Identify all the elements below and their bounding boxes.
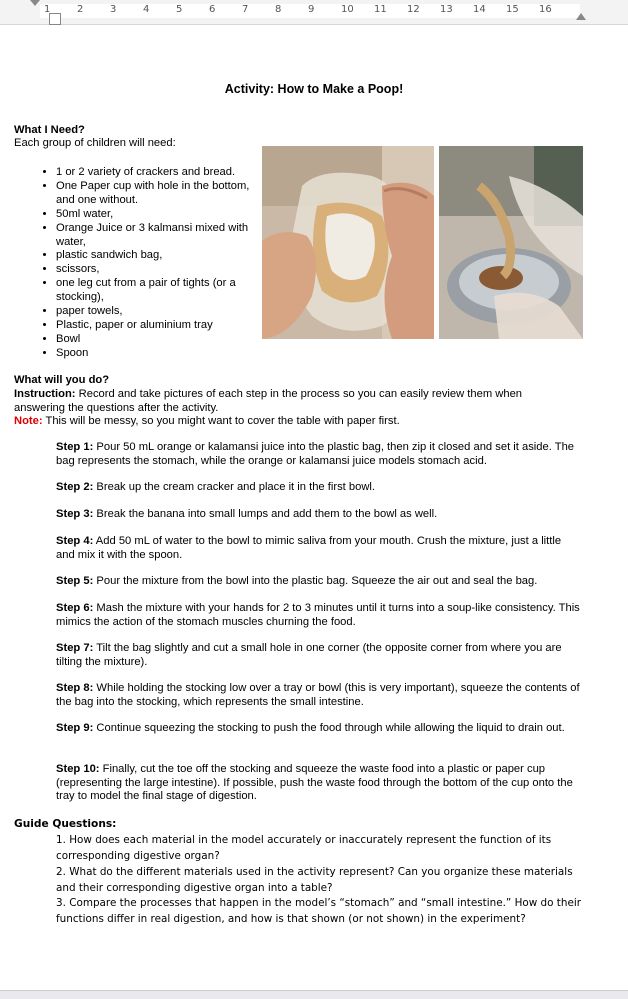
ruler-tick: 1 — [44, 4, 51, 15]
step-text: Break up the cream cracker and place it in the first bowl. — [93, 481, 375, 493]
step-label: Step 7: — [56, 642, 94, 654]
instruction-paragraph — [14, 388, 574, 415]
horizontal-ruler[interactable] — [0, 0, 628, 25]
note-text: This will be messy, so you might want to cover the table with paper first. — [42, 415, 400, 427]
step-2 — [56, 481, 582, 495]
step-label: Step 2: — [56, 481, 94, 493]
step-label: Step 9: — [56, 722, 94, 734]
ruler-tick: 5 — [176, 4, 183, 15]
step-5 — [56, 575, 582, 589]
step-label: Step 10: — [56, 763, 100, 775]
instruction-label: Instruction: — [14, 388, 76, 400]
list-item: • 1 or 2 variety of crackers and bread. — [56, 166, 256, 180]
step-4 — [56, 535, 582, 562]
ruler-tick: 6 — [209, 4, 216, 15]
guide-heading: Guide Questions: — [14, 818, 117, 830]
step-label: Step 6: — [56, 602, 94, 614]
step-9 — [56, 722, 582, 736]
document-page[interactable] — [0, 25, 628, 990]
ruler-tick: 15 — [506, 4, 519, 15]
ruler-tick: 14 — [473, 4, 486, 15]
step-label: Step 1: — [56, 441, 94, 453]
ruler-tick: 10 — [341, 4, 354, 15]
question-1: 1. How does each material in the model accurately or inaccurately represent the function of its corresponding digestive organ? — [56, 834, 552, 862]
need-intro: Each group of children will need: — [14, 137, 176, 149]
step-text: While holding the stocking low over a tray or bowl (this is very important), squeeze the contents of the bag into the stocking, which represents the small intestine. — [56, 682, 580, 708]
right-indent-marker[interactable] — [576, 13, 586, 20]
ruler-tick: 13 — [440, 4, 453, 15]
note-paragraph — [14, 415, 574, 429]
list-item: • paper towels, — [56, 305, 256, 319]
step-7 — [56, 642, 582, 669]
step-text: Add 50 mL of water to the bowl to mimic saliva from your mouth. Crush the mixture, just a little and mix it with the spoon. — [56, 535, 562, 561]
ruler-tick: 16 — [539, 4, 552, 15]
list-item: • Plastic, paper or aluminium tray — [56, 319, 256, 333]
step-6 — [56, 602, 582, 629]
left-indent-marker[interactable] — [49, 13, 61, 25]
document-title: Activity: How to Make a Poop! — [224, 82, 404, 96]
step-10 — [56, 763, 582, 804]
photo-stocking-over-bowl — [439, 146, 583, 339]
first-line-indent-marker[interactable] — [30, 0, 40, 6]
list-item: • one leg cut from a pair of tights (or a stocking), — [56, 277, 256, 305]
ruler-tick: 4 — [143, 4, 150, 15]
step-8 — [56, 682, 582, 709]
need-heading: What I Need? — [14, 124, 85, 136]
step-3 — [56, 508, 582, 522]
question-3: 3. Compare the processes that happen in the model’s “stomach” and “small intestine.” How do their functions differ in real digestion, and how is that shown (or not shown) in the experiment? — [56, 897, 582, 925]
list-item: • scissors, — [56, 263, 256, 277]
do-heading: What will you do? — [14, 374, 110, 386]
materials-list — [14, 166, 256, 361]
list-item: • Orange Juice or 3 kalmansi mixed with water, — [56, 222, 256, 250]
step-text: Mash the mixture with your hands for 2 to 3 minutes until it turns into a soup-like consistency. This mimics the action of the stomach muscles churning the food. — [56, 602, 580, 628]
instruction-text: Record and take pictures of each step in the process so you can easily review them when answering the questions after the activity. — [14, 388, 523, 414]
step-label: Step 3: — [56, 508, 94, 520]
photo-squeezing-bag — [262, 146, 434, 339]
step-text: Tilt the bag slightly and cut a small hole in one corner (the opposite corner from where you are tilting the mixture). — [56, 642, 562, 668]
step-text: Pour the mixture from the bowl into the plastic bag. Squeeze the air out and seal the bag. — [93, 575, 538, 587]
step-text: Pour 50 mL orange or kalamansi juice into the plastic bag, then zip it closed and set it aside. The bag represents the stomach, while the orange or kalamansi juice models stomach acid. — [56, 441, 575, 467]
list-item: • Bowl — [56, 333, 256, 347]
ruler-tick: 3 — [110, 4, 117, 15]
step-1 — [56, 441, 582, 468]
list-item: • plastic sandwich bag, — [56, 249, 256, 263]
step-text: Continue squeezing the stocking to push the food through while allowing the liquid to drain out. — [93, 722, 565, 734]
step-label: Step 8: — [56, 682, 94, 694]
ruler-tick: 8 — [275, 4, 282, 15]
ruler-tick: 12 — [407, 4, 420, 15]
list-item: • 50ml water, — [56, 208, 256, 222]
step-text: Finally, cut the toe off the stocking and squeeze the waste food into a plastic or paper cup (representing the large intestine). If possible, push the waste food through the bottom of the cup onto the tray to model the final stage of digestion. — [56, 763, 573, 803]
ruler-tick: 2 — [77, 4, 84, 15]
ruler-tick: 11 — [374, 4, 387, 15]
step-text: Break the banana into small lumps and add them to the bowl as well. — [93, 508, 438, 520]
question-2: 2. What do the different materials used in the activity represent? Can you organize these materials and their corresponding digestive organ into a table? — [56, 866, 573, 894]
ruler-tick: 9 — [308, 4, 315, 15]
ruler-tick: 7 — [242, 4, 249, 15]
step-label: Step 4: — [56, 535, 94, 547]
list-item: • Spoon — [56, 347, 256, 361]
note-label: Note: — [14, 415, 43, 427]
step-label: Step 5: — [56, 575, 94, 587]
list-item: • One Paper cup with hole in the bottom, and one without. — [56, 180, 256, 208]
